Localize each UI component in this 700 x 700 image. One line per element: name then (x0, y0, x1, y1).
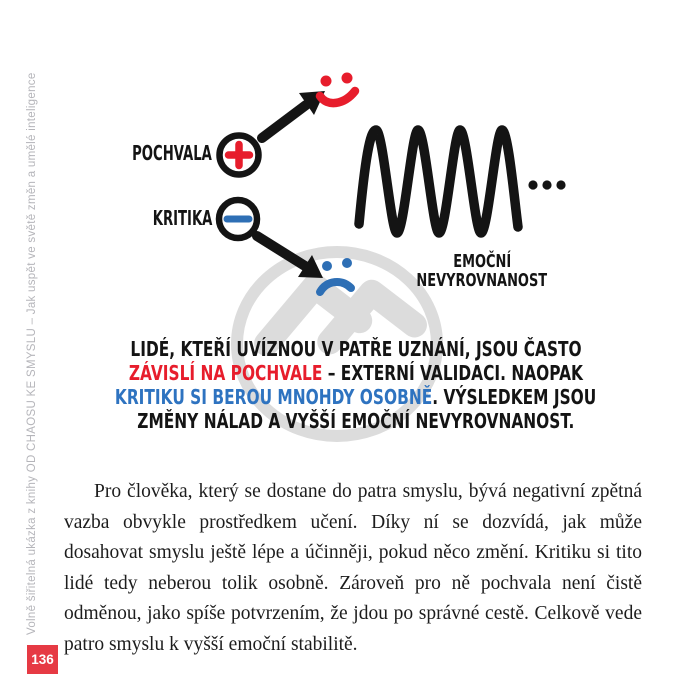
callout-line-4: ZMĚNY NÁLAD A VYŠŠÍ EMOČNÍ NEVYROVNANOST. (137, 409, 575, 433)
wave-caption-line2: NEVYROVNANOST (416, 270, 548, 291)
praise-label-text: POCHVALA (132, 141, 212, 165)
plus-circle-icon (220, 136, 259, 175)
callout-blue-highlight: KRITIKU SI BEROU MNOHDY OSOBNĚ (115, 385, 433, 409)
ellipsis-icon (528, 180, 565, 189)
callout-line-2 (30, 361, 682, 385)
callout-text-block (30, 337, 682, 433)
callout-line-3 (30, 385, 682, 409)
praise-label (60, 143, 212, 163)
callout-red-highlight: ZÁVISLÍ NA POCHVALE (128, 361, 323, 385)
praise-arrow-icon (262, 91, 325, 138)
happy-face-icon (320, 73, 355, 104)
page-number-badge: 136 (27, 645, 58, 674)
minus-circle-icon (219, 200, 257, 238)
body-paragraph: Pro člověka, který se dostane do patra smyslu, bývá negativní zpětná vazba obvykle prostředkem učení. Díky ní se dozvídá, jak může dosahovat smyslu ještě lépe a účinněji, pokud něco změní. Kritiku si tito lidé tedy neberou tolik osobně. Zároveň pro ně pochvala není čistě odměnou, jako spíše potvrzením, že jdou po správné cestě. Celkově vede patro smyslu k vyšší emoční stabilitě. (64, 481, 642, 655)
criticism-label (60, 208, 212, 228)
callout-line-1: LIDÉ, KTEŘÍ UVÍZNOU V PATŘE UZNÁNÍ, JSOU ČASTO (130, 337, 582, 361)
wave-caption-line1: EMOČNÍ (453, 251, 511, 272)
sidebar-edition-note: Volně šiřitelná ukázka z knihy OD CHAOSU KE SMYSLU – Jak uspět ve světě změn a umělé inteligence (26, 72, 38, 635)
criticism-label-text: KRITIKA (152, 206, 212, 230)
callout-line-3-rest: . VÝSLEDKEM JSOU (432, 385, 597, 409)
callout-line-2-rest: – EXTERNÍ VALIDACI. NAOPAK (322, 361, 584, 385)
wave-caption (382, 252, 582, 290)
wave-icon (359, 130, 518, 233)
